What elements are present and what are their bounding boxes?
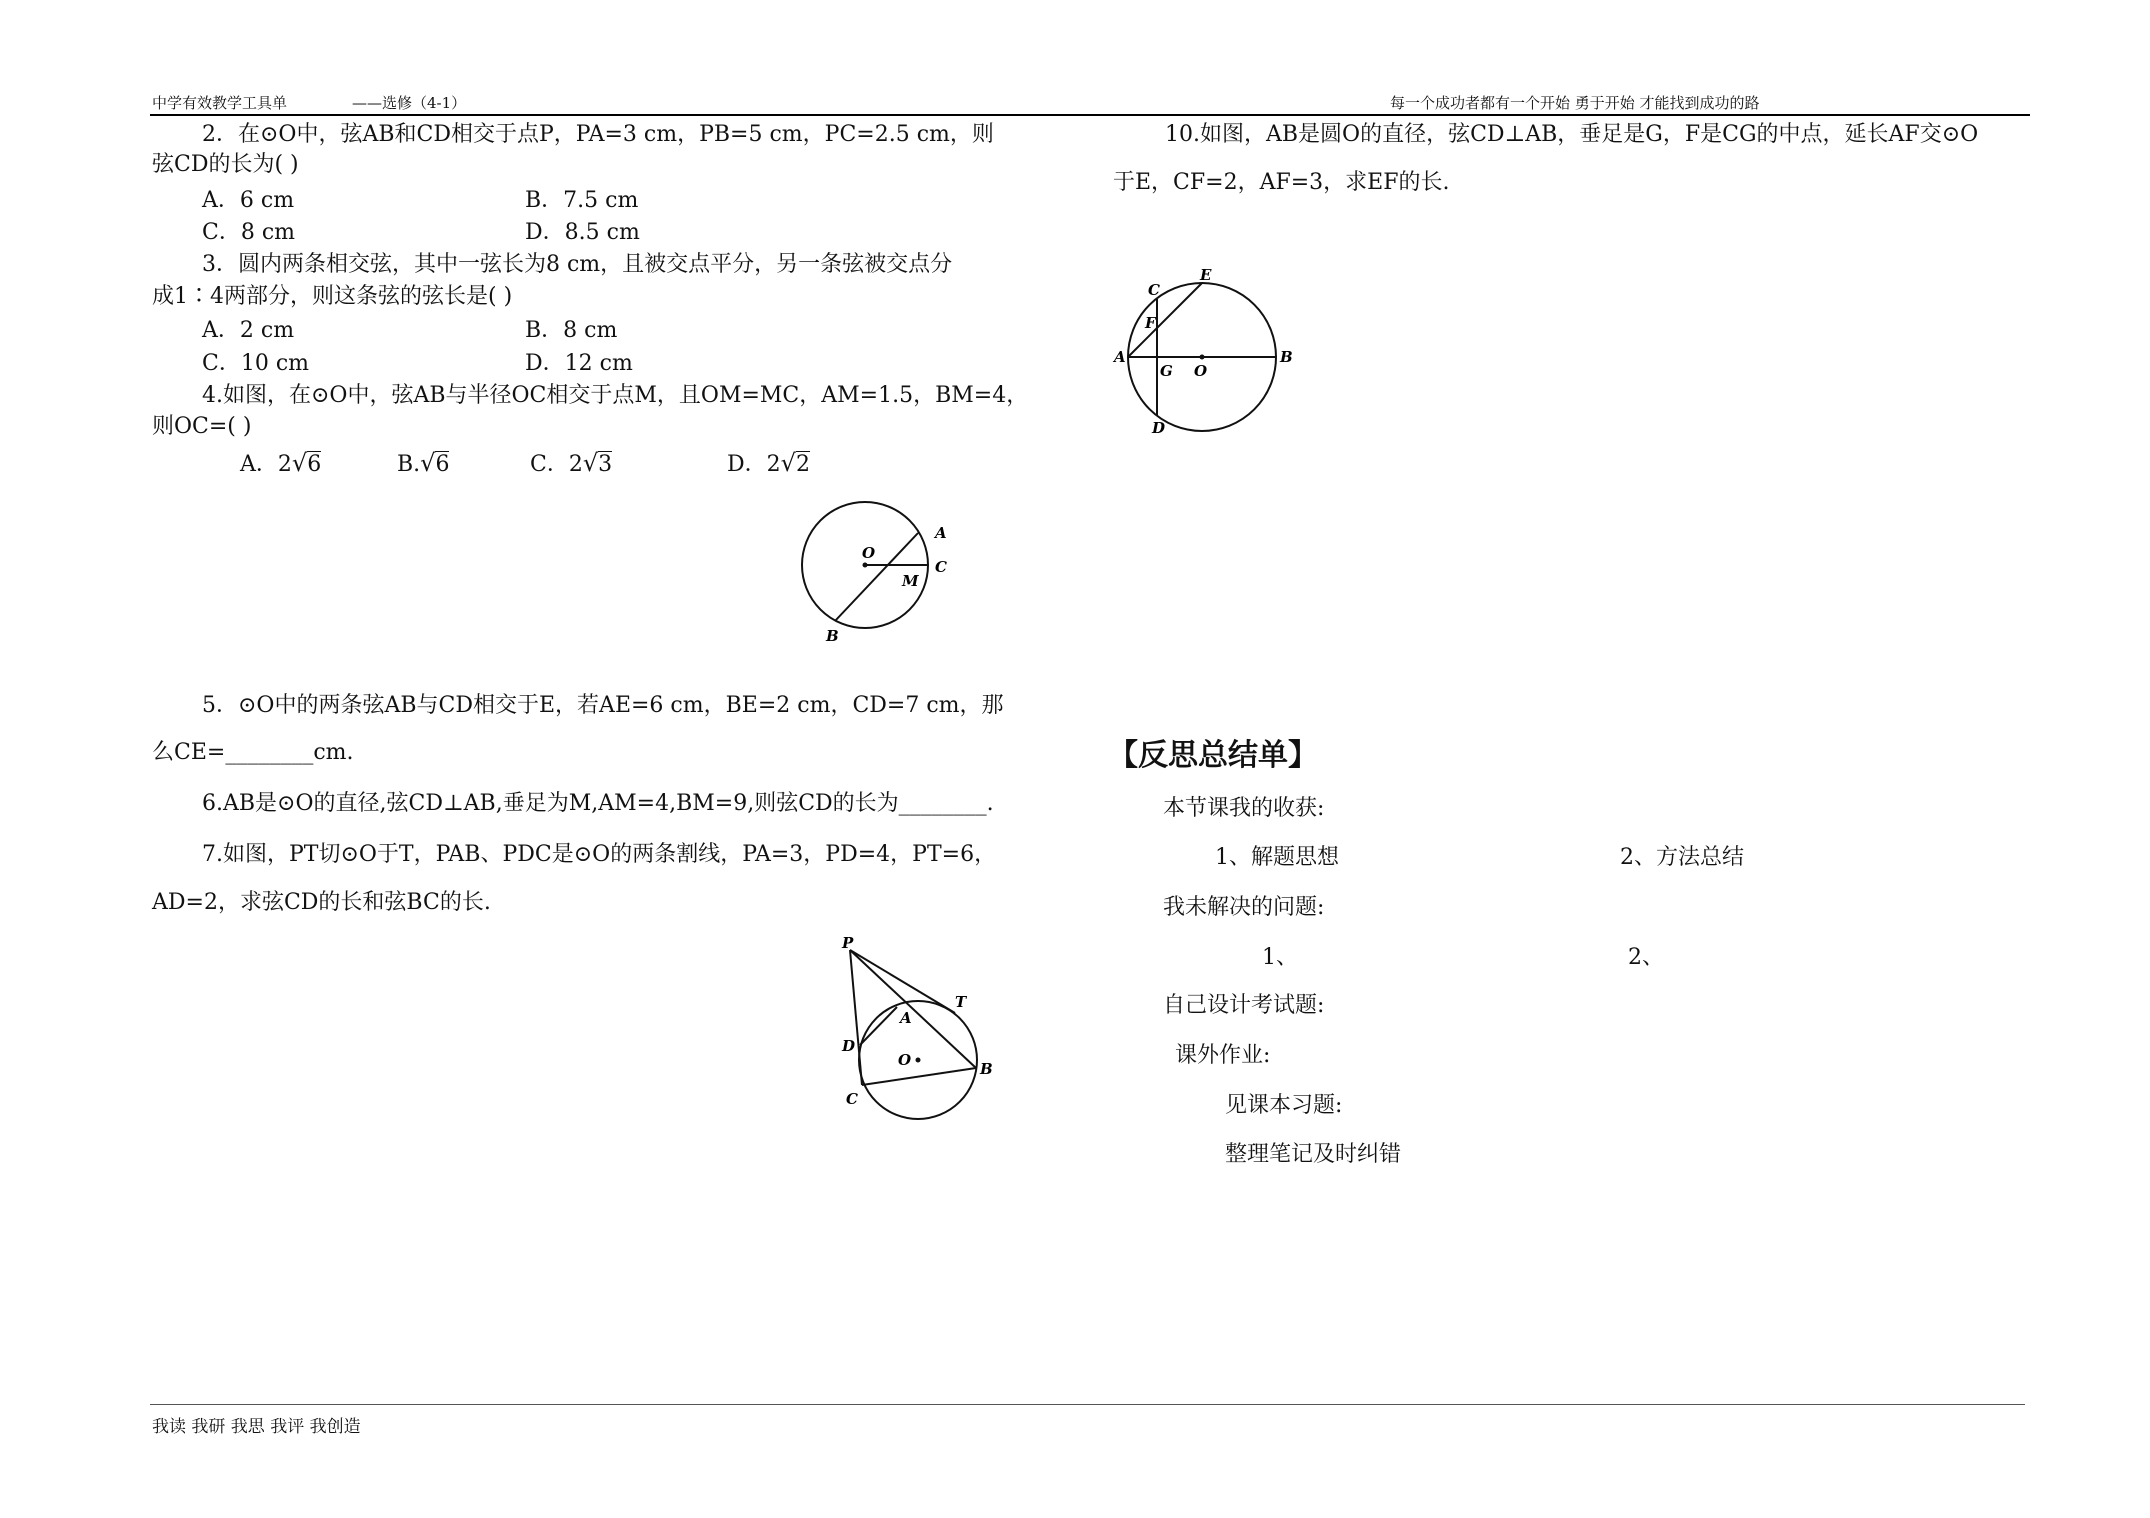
q4-option-c: C．2√3	[530, 449, 613, 477]
q4-option-b: B.√6	[397, 449, 450, 477]
q2-option-c: C．8 cm	[202, 220, 296, 245]
reflection-homework: 课外作业:	[1175, 1043, 1271, 1068]
q2-line2: 弦CD的长为( )	[152, 152, 299, 177]
q10-line1: 10.如图，AB是圆O的直径，弦CD⊥AB，垂足是G，F是CG的中点，延长AF交⊙O	[1165, 122, 1979, 147]
q3-line2: 成1∶4两部分，则这条弦的弦长是( )	[152, 284, 513, 309]
q7-figure	[830, 935, 1010, 1130]
reflection-unsolved-1: 1、	[1262, 945, 1298, 970]
q3-option-c: C．10 cm	[202, 351, 310, 376]
reflection-unsolved-2: 2、	[1628, 945, 1664, 970]
q10-label-b: B	[1280, 348, 1293, 366]
q4-option-d: D．2√2	[727, 449, 810, 477]
q10-label-f: F	[1145, 314, 1156, 332]
q7-line1: 7.如图，PT切⊙O于T，PAB、PDC是⊙O的两条割线，PA=3，PD=4，PT=6，	[202, 842, 997, 867]
q6-line1: 6.AB是⊙O的直径,弦CD⊥AB,垂足为M,AM=4,BM=9,则弦CD的长为________.	[202, 791, 994, 816]
q4-label-m: M	[902, 572, 919, 590]
q3-line1: 3．圆内两条相交弦，其中一弦长为8 cm，且被交点平分，另一条弦被交点分	[202, 252, 953, 277]
q7-center-dot	[916, 1058, 921, 1063]
q5-line2: 么CE=________cm.	[152, 740, 354, 765]
q10-label-o: O	[1194, 362, 1208, 380]
q4-line2: 则OC=( )	[152, 414, 252, 439]
q7-label-d: D	[842, 1037, 856, 1055]
q3-option-a: A．2 cm	[202, 318, 295, 343]
q10-label-g: G	[1160, 362, 1173, 380]
q4-option-a: A．2√6	[240, 449, 322, 477]
q2-line1: 2．在⊙O中，弦AB和CD相交于点P，PA=3 cm，PB=5 cm，PC=2.5 cm，则	[202, 122, 994, 147]
q4-line1: 4.如图，在⊙O中，弦AB与半径OC相交于点M，且OM=MC，AM=1.5，BM=4，	[202, 383, 1029, 408]
header-right: 每一个成功者都有一个开始 勇于开始 才能找到成功的路	[1390, 94, 1760, 112]
q7-label-p: P	[842, 935, 854, 952]
q4-figure	[790, 495, 990, 655]
q10-line-ae	[1128, 283, 1202, 357]
q3-option-d: D．12 cm	[525, 351, 633, 376]
q10-label-c: C	[1148, 281, 1160, 299]
header-rule	[150, 114, 2030, 116]
reflection-hw-1: 见课本习题:	[1225, 1093, 1343, 1118]
reflection-gain: 本节课我的收获:	[1163, 796, 1325, 821]
reflection-gain-2: 2、方法总结	[1620, 845, 1744, 870]
q10-label-d: D	[1152, 419, 1166, 437]
header-middle: ——选修（4-1）	[352, 94, 467, 112]
footer-rule	[150, 1404, 2025, 1405]
q7-line2: AD=2，求弦CD的长和弦BC的长.	[152, 890, 491, 915]
reflection-unsolved: 我未解决的问题:	[1163, 895, 1325, 920]
footer-text: 我读 我研 我思 我评 我创造	[152, 1417, 361, 1437]
q10-line2: 于E，CF=2，AF=3，求EF的长.	[1113, 170, 1450, 195]
q7-segment-ad	[860, 1007, 897, 1045]
reflection-title: 【反思总结单】	[1108, 738, 1318, 773]
q4-label-a: A	[935, 524, 947, 542]
q4-center-dot	[863, 563, 868, 568]
reflection-design: 自己设计考试题:	[1163, 993, 1325, 1018]
q4-label-o: O	[862, 544, 876, 562]
q7-label-t: T	[955, 993, 967, 1011]
reflection-gain-1: 1、解题思想	[1215, 845, 1339, 870]
header-left: 中学有效教学工具单	[152, 94, 288, 112]
q4-label-b: B	[826, 627, 839, 645]
q5-line1: 5．⊙O中的两条弦AB与CD相交于E，若AE=6 cm，BE=2 cm，CD=7 cm，那	[202, 693, 1004, 718]
q2-option-b: B．7.5 cm	[525, 188, 639, 213]
q7-label-a: A	[900, 1009, 912, 1027]
reflection-hw-2: 整理笔记及时纠错	[1225, 1142, 1402, 1167]
q4-label-c: C	[935, 558, 947, 576]
q7-label-b: B	[980, 1060, 993, 1078]
q3-option-b: B．8 cm	[525, 318, 618, 343]
q10-figure	[1112, 265, 1302, 440]
q10-center-dot	[1200, 355, 1205, 360]
q2-option-a: A．6 cm	[202, 188, 295, 213]
q10-label-a: A	[1114, 348, 1126, 366]
q7-secant-pdc	[850, 950, 862, 1085]
q7-segment-cb	[862, 1068, 976, 1085]
q10-label-e: E	[1200, 266, 1212, 284]
q7-label-c: C	[846, 1090, 858, 1108]
q2-option-d: D．8.5 cm	[525, 220, 640, 245]
q7-label-o: O	[898, 1051, 912, 1069]
